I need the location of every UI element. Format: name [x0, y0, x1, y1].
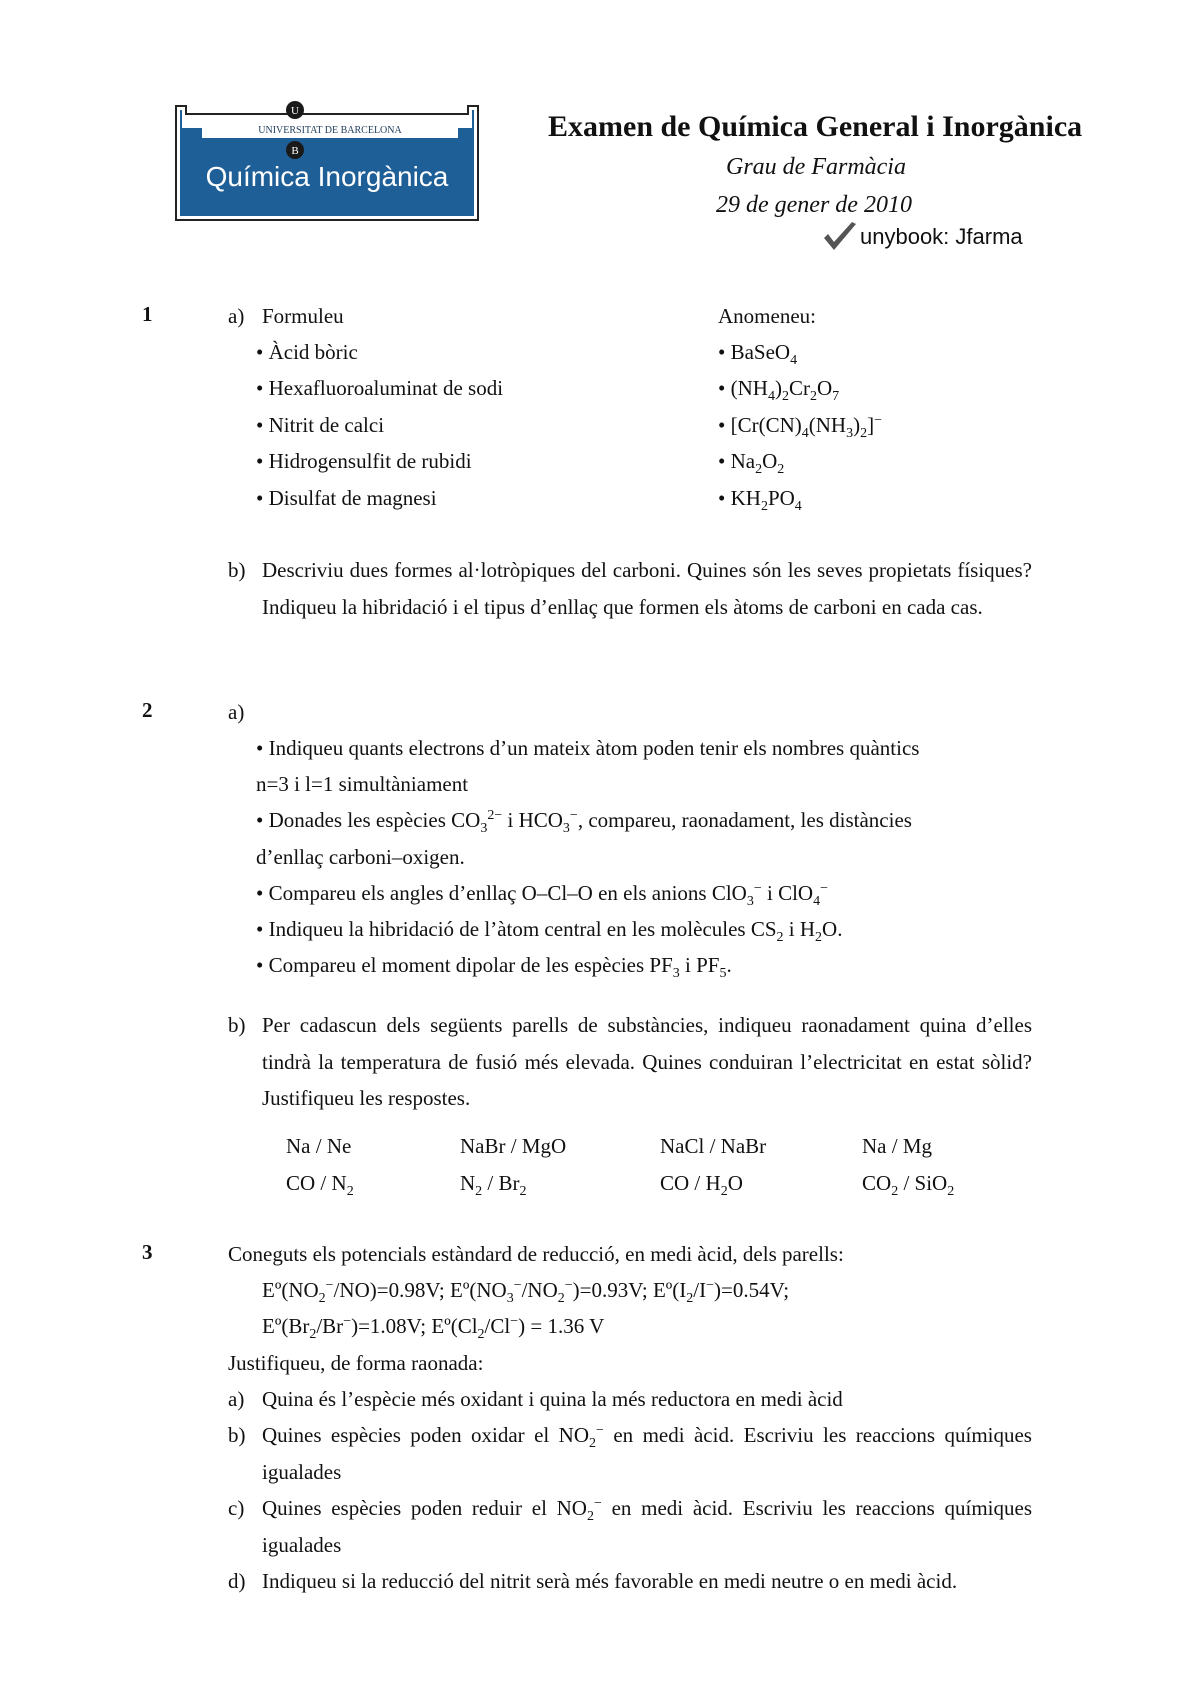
- q2-pair: Na / Ne: [286, 1134, 352, 1158]
- q2-b-text: Per cadascun dels següents parells de substàncies, indiqueu raonadament quina d’elles tindrà la temperatura de fusió més elevada. Quines conduiran l’electricitat en estat sòlid? Justifiqueu les respostes.: [262, 1013, 1032, 1110]
- q3-d-text: Indiqueu si la reducció del nitrit serà més favorable en medi neutre o en medi àcid.: [262, 1569, 958, 1593]
- q1-name-item: • BaSeO$_4$: [718, 340, 798, 368]
- q3-b-text: Quines espècies poden oxidar el $NO_2^-$ en medi àcid. Escriviu les reaccions químiques igualades: [262, 1423, 1032, 1484]
- question-2-number: 2: [142, 698, 153, 722]
- q1-name-item: • $Na_2O_2$: [718, 449, 785, 477]
- q2-pair: NaBr / MgO: [460, 1134, 567, 1158]
- q2-bullet-dipole: • Compareu el moment dipolar de les espècies $PF_3$ i $PF_5$.: [256, 953, 732, 981]
- q2-pair: $CO_2 / SiO_2$: [862, 1171, 955, 1199]
- q2-a-label: a): [228, 700, 245, 724]
- q2-bullet-bond-angles: • Compareu els angles d’enllaç O–Cl–O en els anions ClO$_3$− i ClO$_4$−: [256, 881, 829, 909]
- checkmark-icon: [822, 222, 858, 252]
- q1-formulate-item: • Disulfat de magnesi: [256, 486, 437, 510]
- q1-name-item: • $[Cr(CN)_4(NH_3)_2]^-$: [718, 413, 882, 441]
- q2-pair: $N_2 / Br_2$: [460, 1171, 527, 1199]
- q2-b-label: b): [228, 1013, 246, 1037]
- q1-formulate-heading: Formuleu: [262, 304, 344, 328]
- q2-pair: CO / $N_2$: [286, 1171, 354, 1199]
- q3-intro: Coneguts els potencials estàndard de reducció, en medi àcid, dels parells:: [228, 1242, 844, 1266]
- exam-title: Examen de Química General i Inorgànica: [548, 110, 1083, 143]
- question-3-number: 3: [142, 1240, 153, 1264]
- svg-text:B: B: [291, 145, 299, 157]
- q3-c-text: Quines espècies poden reduir el $NO_2^-$ en medi àcid. Escriviu les reaccions químiques igualades: [262, 1496, 1032, 1557]
- exam-date: 29 de gener de 2010: [716, 192, 912, 218]
- q3-a-text: Quina és l’espècie més oxidant i quina la més reductora en medi àcid: [262, 1387, 843, 1411]
- q1-a-label: a): [228, 304, 245, 328]
- q3-b-label: b): [228, 1423, 246, 1447]
- degree-subtitle: Grau de Farmàcia: [726, 154, 906, 180]
- q2-pair: Na / Mg: [862, 1134, 932, 1158]
- q2-pair: NaCl / NaBr: [660, 1134, 767, 1158]
- question-1-number: 1: [142, 302, 153, 326]
- logo-university-text: UNIVERSITAT DE BARCELONA: [258, 125, 402, 136]
- q1-name-item: • $(NH_4)_2Cr_2O_7$: [718, 376, 840, 404]
- q3-a-label: a): [228, 1387, 245, 1411]
- quimica-inorganica-logo: [172, 100, 482, 224]
- q3-c-label: c): [228, 1496, 245, 1520]
- q2-bullet-bond-distance: • Donades les espècies $CO_3^{2-}$ i $HCO_3^-$, compareu, raonadament, les distàncies: [256, 808, 912, 836]
- q3-potentials-line1: $Eº(NO_2^-/NO)=0.98V$; $Eº(NO_3^-/NO_2^-)=0.93V$; $Eº(I_2/I^-)=0.54V$;: [262, 1278, 790, 1306]
- q2-bullet-quantum: • Indiqueu quants electrons d’un mateix àtom poden tenir els nombres quàntics: [256, 736, 920, 760]
- svg-text:U: U: [291, 105, 299, 117]
- q1-formulate-item: • Hexafluoroaluminat de sodi: [256, 376, 504, 400]
- q1-formulate-item: • Nitrit de calci: [256, 413, 385, 437]
- q1-name-heading: Anomeneu:: [718, 304, 816, 328]
- q1-formulate-item: • Àcid bòric: [256, 340, 358, 364]
- q3-d-label: d): [228, 1569, 246, 1593]
- q3-justify: Justifiqueu, de forma raonada:: [228, 1351, 484, 1375]
- q2-pair: CO / $H_2O$: [660, 1171, 743, 1199]
- q2-bullet-bond-distance-cont: d’enllaç carboni–oxigen.: [256, 845, 465, 869]
- q3-potentials-line2: $Eº(Br_2/Br^-)=1.08V$; $Eº(Cl_2/Cl^-) = 1.36$ V: [262, 1314, 605, 1342]
- logo-department-text: Química Inorgànica: [205, 161, 449, 192]
- q1-formulate-item: • Hidrogensulfit de rubidi: [256, 449, 472, 473]
- q1-name-item: • $KH_2PO_4$: [718, 486, 802, 514]
- q1-b-text: Descriviu dues formes al·lotròpiques del carboni. Quines són les seves propietats físiques? Indiqueu la hibridació i el tipus d’enllaç que formen els àtoms de carboni en cada cas.: [262, 558, 1032, 619]
- q2-bullet-quantum-cont: n=3 i l=1 simultàniament: [256, 772, 469, 796]
- unybook-watermark: unybook: Jfarma: [860, 224, 1023, 249]
- q1-b-label: b): [228, 558, 246, 582]
- q2-bullet-hybridization: • Indiqueu la hibridació de l’àtom central en les molècules $CS_2$ i $H_2O$.: [256, 917, 843, 945]
